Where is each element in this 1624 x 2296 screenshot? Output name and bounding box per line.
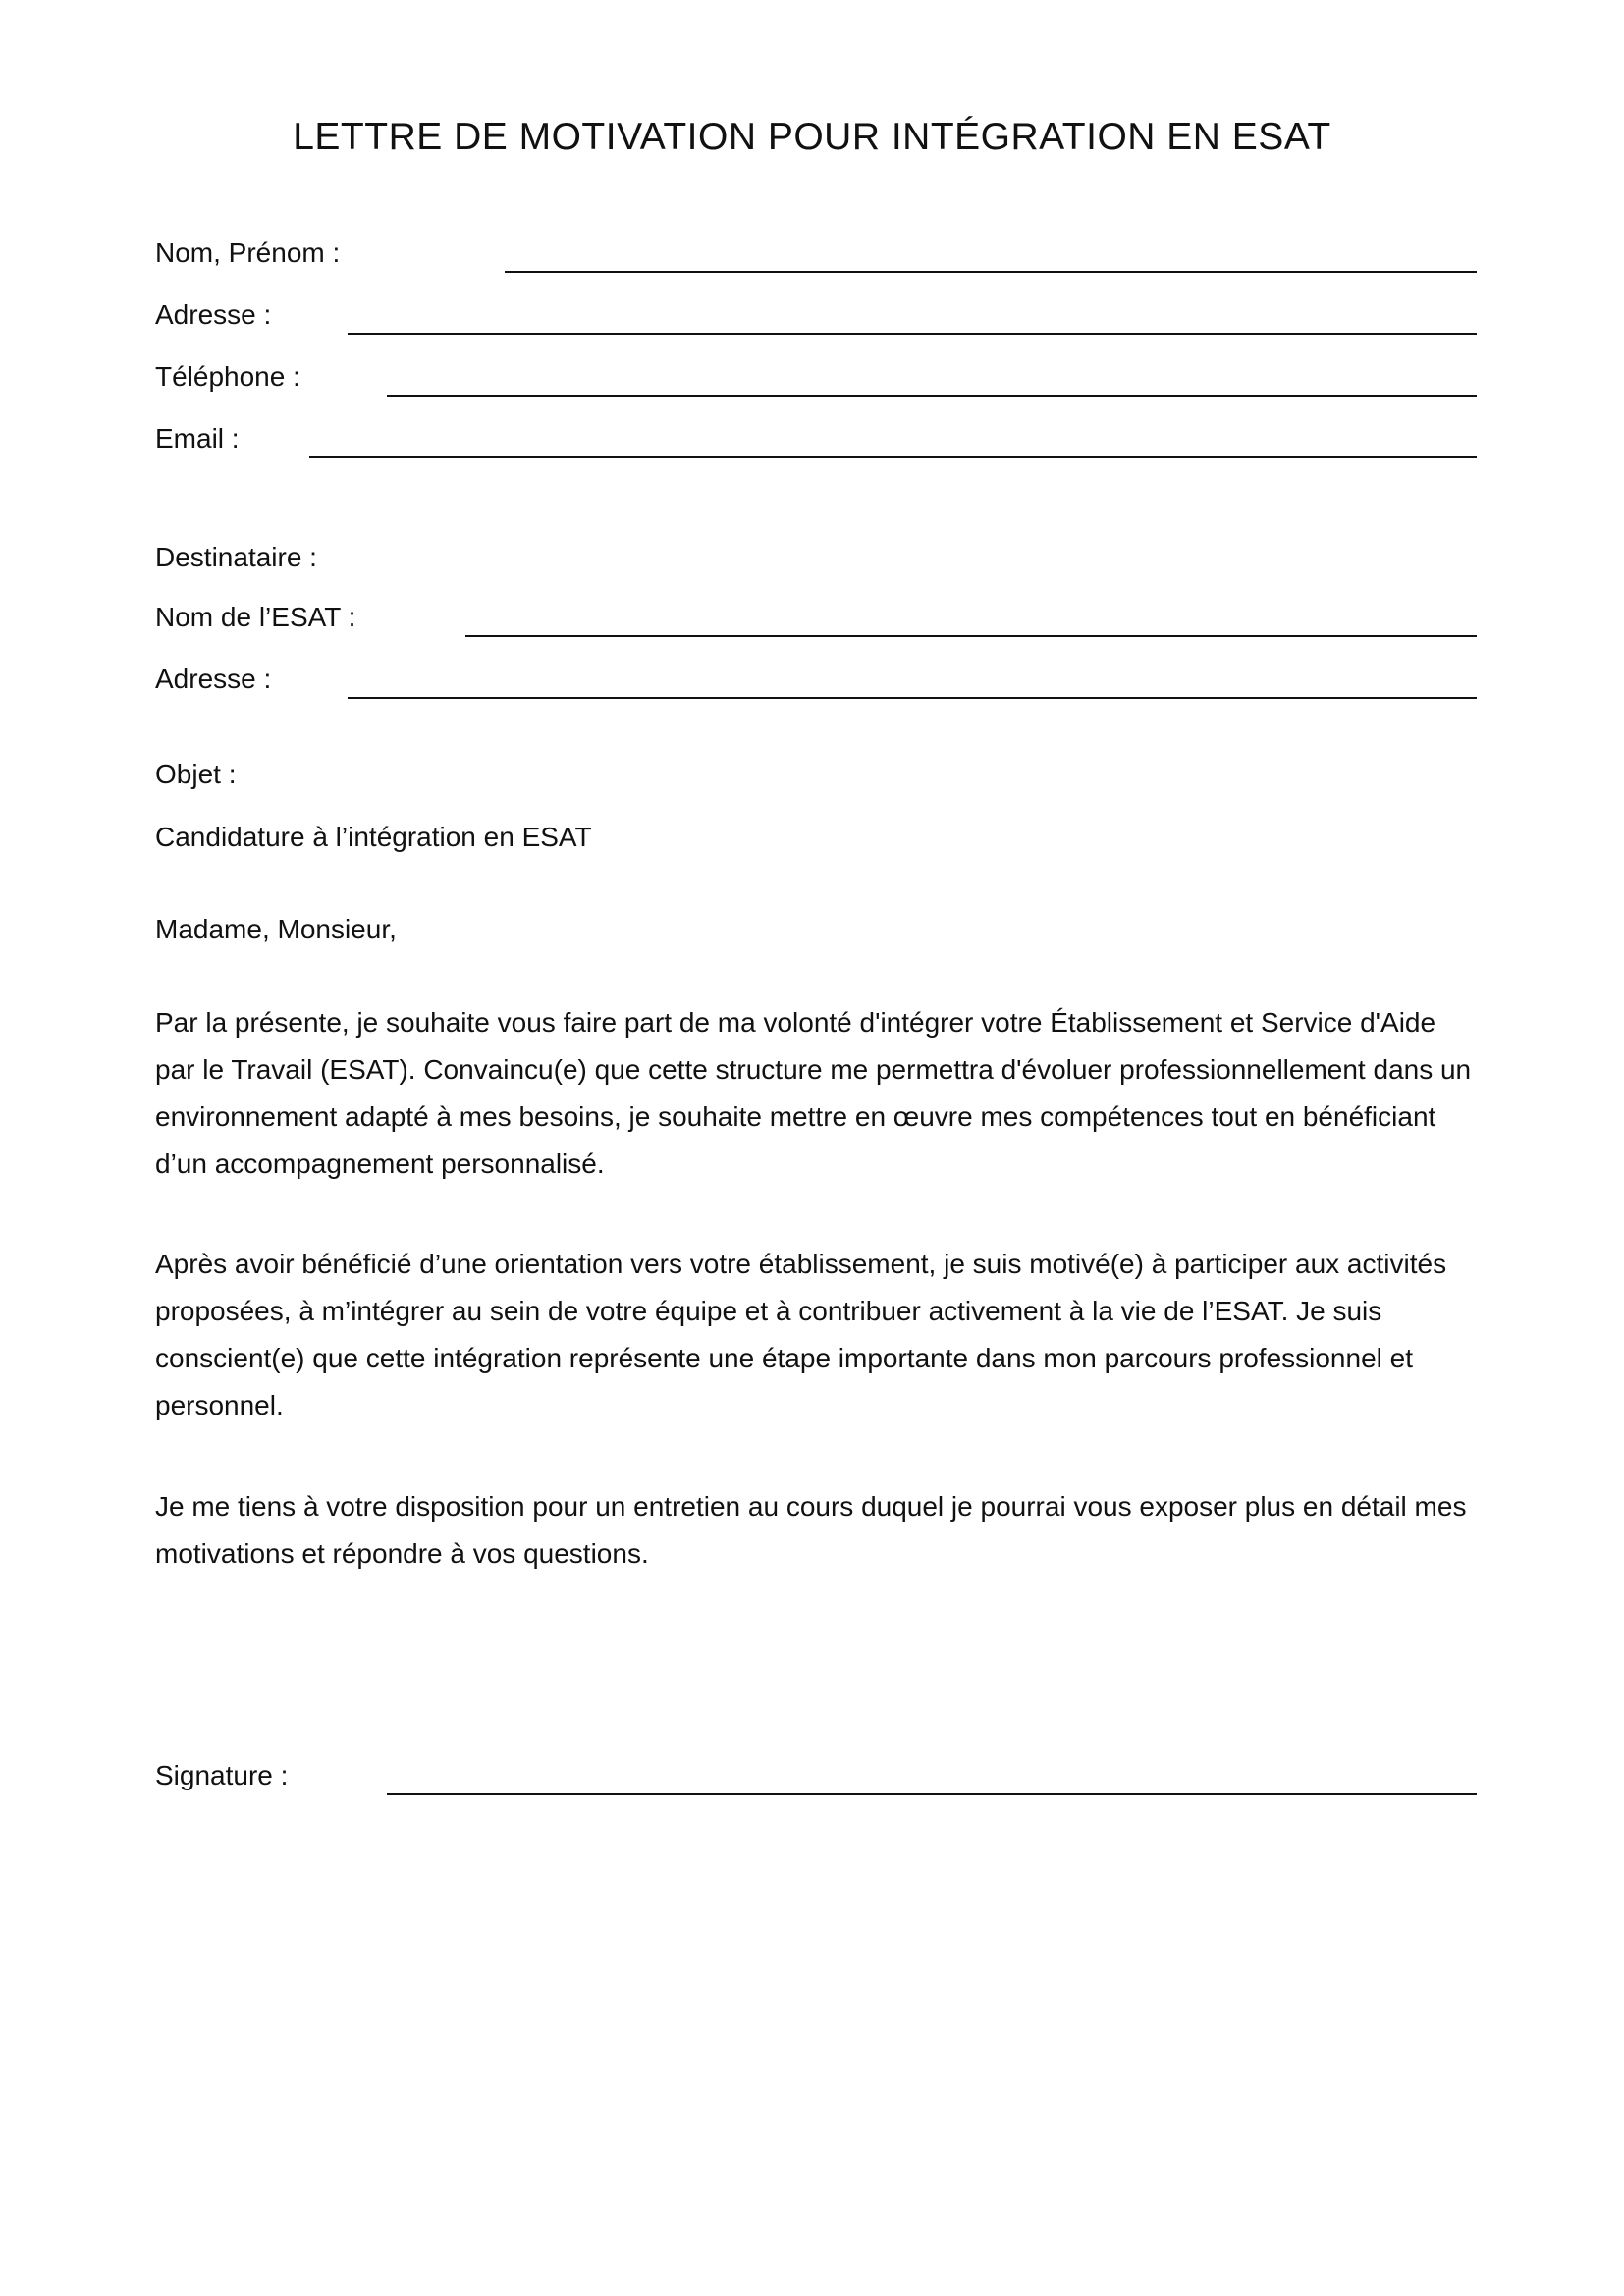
sender-email-label: Email : [155, 423, 240, 454]
salutation: Madame, Monsieur, [155, 914, 397, 944]
sender-phone-line[interactable] [387, 395, 1477, 397]
signature-field [155, 1756, 1477, 1795]
body-paragraph: Après avoir bénéficié d’une orientation vers votre établissement, je suis motivé(e) à participer aux activités proposées, à m’intégrer au sein de votre équipe et à contribuer activement à la vie de l’ESAT. Je suis conscient(e) que cette intégration représente une étape importante dans mon parcours professionnel et personnel. [155, 1249, 1447, 1420]
recipient-heading: Destinataire : [155, 542, 317, 572]
recipient-esat-name-line[interactable] [465, 635, 1477, 637]
body-paragraph: Je me tiens à votre disposition pour un entretien au cours duquel je pourrai vous exposer plus en détail mes motivations et répondre à vos questions. [155, 1491, 1467, 1569]
sender-name-field [155, 234, 1477, 273]
recipient-address-label: Adresse : [155, 664, 272, 694]
recipient-esat-name-label: Nom de l’ESAT : [155, 602, 356, 632]
sender-email-line[interactable] [309, 456, 1477, 458]
sender-address-field [155, 295, 1477, 335]
sender-address-line[interactable] [348, 333, 1477, 335]
recipient-address-field [155, 660, 1477, 699]
sender-address-label: Adresse : [155, 299, 272, 330]
sender-name-label: Nom, Prénom : [155, 238, 341, 268]
body-paragraph: Par la présente, je souhaite vous faire part de ma volonté d'intégrer votre Établissement et Service d'Aide par le Travail (ESAT). Convaincu(e) que cette structure me permettra d'évoluer professionnellement dans un environnement adapté à mes besoins, je souhaite mettre en œuvre mes compétences tout en bénéficiant d’un accompagnement personnalisé. [155, 1007, 1472, 1179]
recipient-address-line[interactable] [348, 697, 1477, 699]
signature-line[interactable] [387, 1793, 1477, 1795]
sender-name-line[interactable] [505, 271, 1477, 273]
recipient-esat-name-field [155, 598, 1477, 637]
subject-label: Objet : [155, 759, 237, 789]
sender-email-field [155, 419, 1477, 458]
signature-label: Signature : [155, 1760, 289, 1790]
sender-phone-label: Téléphone : [155, 361, 300, 392]
subject-value: Candidature à l’intégration en ESAT [155, 822, 592, 852]
document-title: LETTRE DE MOTIVATION POUR INTÉGRATION EN ESAT [293, 116, 1331, 158]
sender-phone-field [155, 357, 1477, 397]
